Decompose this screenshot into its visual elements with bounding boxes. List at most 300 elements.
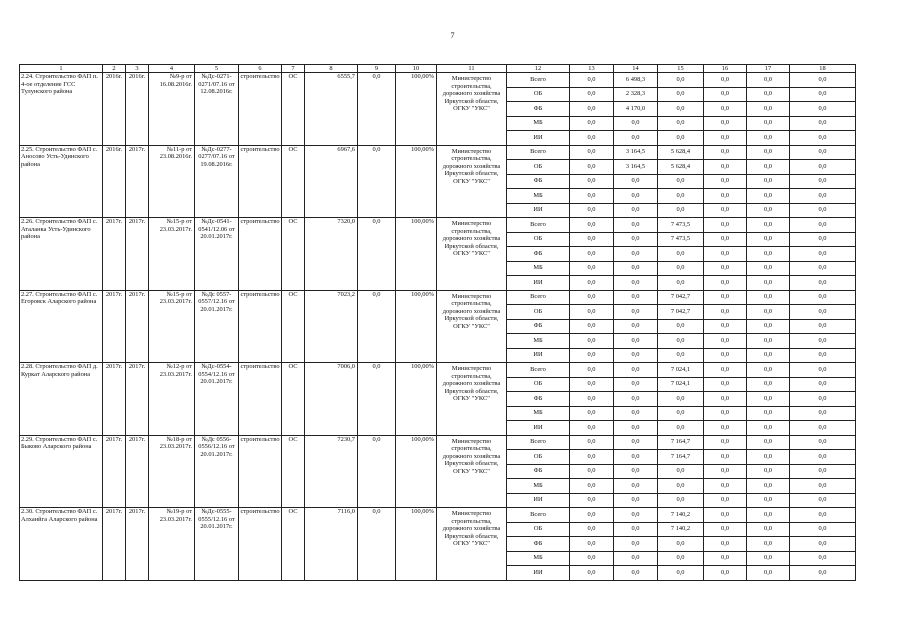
amount-cell: 0,0 [614,189,658,204]
amount-cell: 0,0 [570,566,614,581]
contract-cell: №Дс 0556-0556/12.16 от 20.01.2017г. [195,435,239,508]
funding-source-label: ИИ [507,348,570,363]
amount-cell: 0,0 [747,493,790,508]
amount-cell: 0,0 [570,131,614,146]
amount-cell: 0,0 [704,363,747,378]
amount-cell: 0,0 [747,377,790,392]
amount-cell: 0,0 [704,276,747,291]
column-number: 8 [305,65,358,73]
column-number: 4 [149,65,195,73]
cost-cell: 7116,0 [305,508,358,581]
amount-cell: 0,0 [658,551,704,566]
table-row [20,218,856,233]
readiness-cell: 100,00% [396,218,437,291]
amount-cell: 0,0 [704,348,747,363]
table-row [20,73,856,88]
amount-cell: 0,0 [658,479,704,494]
work-type-cell: строительство [239,290,282,363]
amount-cell: 0,0 [747,174,790,189]
funds-type-cell: ОС [282,73,305,146]
amount-cell: 0,0 [747,406,790,421]
contract-cell: №Дс-0277-0277/07.16 от 19.08.2016г. [195,145,239,218]
amount-cell: 0,0 [704,406,747,421]
start-year-cell: 2017г. [103,218,126,291]
amount-cell: 0,0 [704,435,747,450]
work-type-cell: строительство [239,435,282,508]
funding-source-label: ФБ [507,102,570,117]
amount-cell: 0,0 [747,566,790,581]
amount-cell: 0,0 [570,348,614,363]
object-name-cell: 2.26. Строительство ФАП с. Аталанка Усть-Удинского района [20,218,103,291]
amount-cell: 0,0 [570,508,614,523]
amount-cell: 0,0 [614,421,658,436]
amount-cell: 0,0 [570,218,614,233]
work-type-cell: строительство [239,73,282,146]
amount-cell: 0,0 [747,189,790,204]
object-name-cell: 2.29. Строительство ФАП с. Быково Аларского района [20,435,103,508]
amount-cell: 0,0 [790,493,856,508]
amount-cell: 0,0 [704,174,747,189]
amount-cell: 0,0 [747,247,790,262]
amount-cell: 0,0 [704,450,747,465]
amount-cell: 3 164,5 [614,145,658,160]
cost-cell: 7230,7 [305,435,358,508]
amount-cell: 0,0 [790,508,856,523]
amount-cell: 0,0 [704,334,747,349]
amount-cell: 5 628,4 [658,160,704,175]
amount-cell: 0,0 [658,203,704,218]
amount-cell: 0,0 [658,189,704,204]
amount-cell: 0,0 [570,203,614,218]
amount-cell: 0,0 [790,261,856,276]
executor-cell: Министерство строительства, дорожного хозяйства Иркутской области, ОГКУ "УКС" [437,363,507,436]
amount-cell: 0,0 [747,479,790,494]
amount-cell: 0,0 [747,392,790,407]
amount-cell: 7 024,1 [658,363,704,378]
column-number: 11 [437,65,507,73]
executor-cell: Министерство строительства, дорожного хозяйства Иркутской области, ОГКУ "УКС" [437,145,507,218]
funding-source-label: Всего [507,363,570,378]
work-type-cell: строительство [239,363,282,436]
work-type-cell: строительство [239,145,282,218]
amount-cell: 0,0 [570,493,614,508]
amount-cell: 0,0 [704,493,747,508]
amount-cell: 0,0 [790,450,856,465]
amount-cell: 0,0 [614,232,658,247]
amount-cell: 0,0 [658,73,704,88]
amount-cell: 0,0 [790,218,856,233]
contract-cell: №Дс-0271-0271/07.16 от 12.08.2016г. [195,73,239,146]
funding-source-label: МБ [507,189,570,204]
executor-cell: Министерство строительства, дорожного хозяйства Иркутской области, ОГКУ "УКС" [437,218,507,291]
amount-cell: 0,0 [747,203,790,218]
cost-cell: 6967,6 [305,145,358,218]
column-number: 12 [507,65,570,73]
amount-cell: 0,0 [704,508,747,523]
amount-cell: 0,0 [704,218,747,233]
amount-cell: 0,0 [658,537,704,552]
amount-cell: 0,0 [790,334,856,349]
readiness-cell: 100,00% [396,508,437,581]
contract-cell: №Дс 0557-0557/12.16 от 20.01.2017г. [195,290,239,363]
amount-cell: 0,0 [658,464,704,479]
amount-cell: 0,0 [747,261,790,276]
column-number: 17 [747,65,790,73]
amount-cell: 0,0 [790,537,856,552]
amount-cell: 0,0 [570,247,614,262]
cost-cell: 6555,7 [305,73,358,146]
amount-cell: 0,0 [747,218,790,233]
amount-cell: 0,0 [704,421,747,436]
column-number-row [20,65,856,73]
amount-cell: 0,0 [658,102,704,117]
amount-cell: 0,0 [747,145,790,160]
amount-cell: 0,0 [704,203,747,218]
amount-cell: 0,0 [658,276,704,291]
amount-cell: 0,0 [747,319,790,334]
column-number: 15 [658,65,704,73]
amount-cell: 0,0 [790,203,856,218]
amount-cell: 0,0 [747,131,790,146]
column-number: 3 [126,65,149,73]
amount-cell: 0,0 [704,551,747,566]
amount-cell: 0,0 [658,421,704,436]
funding-source-label: ОБ [507,522,570,537]
amount-cell: 0,0 [790,116,856,131]
amount-cell: 0,0 [704,102,747,117]
funding-table [19,64,856,581]
amount-cell: 0,0 [704,290,747,305]
funding-source-label: Всего [507,290,570,305]
amount-cell: 0,0 [704,537,747,552]
amount-cell: 0,0 [658,131,704,146]
funding-source-label: ОБ [507,232,570,247]
amount-cell: 0,0 [614,247,658,262]
end-year-cell: 2017г. [126,508,149,581]
amount-cell: 0,0 [614,203,658,218]
funding-source-label: ФБ [507,247,570,262]
amount-cell: 0,0 [790,479,856,494]
amount-cell: 0,0 [790,392,856,407]
amount-cell: 0,0 [570,276,614,291]
amount-cell: 0,0 [658,116,704,131]
amount-cell: 0,0 [614,218,658,233]
column-number: 13 [570,65,614,73]
amount-cell: 0,0 [790,377,856,392]
amount-cell: 0,0 [658,334,704,349]
amount-cell: 6 498,3 [614,73,658,88]
amount-cell: 7 473,5 [658,218,704,233]
amount-cell: 0,0 [790,174,856,189]
funding-source-label: МБ [507,479,570,494]
amount-cell: 0,0 [790,87,856,102]
amount-cell: 0,0 [790,189,856,204]
funding-source-label: ФБ [507,464,570,479]
amount-cell: 0,0 [747,363,790,378]
progress-value-cell: 0,0 [358,145,396,218]
amount-cell: 7 140,2 [658,508,704,523]
funding-source-label: ИИ [507,276,570,291]
amount-cell: 0,0 [704,479,747,494]
funding-source-label: МБ [507,406,570,421]
amount-cell: 0,0 [570,87,614,102]
amount-cell: 0,0 [658,261,704,276]
start-year-cell: 2017г. [103,508,126,581]
readiness-cell: 100,00% [396,145,437,218]
amount-cell: 0,0 [790,566,856,581]
funding-source-label: ФБ [507,319,570,334]
amount-cell: 0,0 [570,73,614,88]
amount-cell: 0,0 [747,421,790,436]
amount-cell: 0,0 [704,464,747,479]
funding-source-label: МБ [507,551,570,566]
end-year-cell: 2017г. [126,218,149,291]
amount-cell: 0,0 [658,392,704,407]
amount-cell: 0,0 [570,435,614,450]
amount-cell: 0,0 [704,392,747,407]
progress-value-cell: 0,0 [358,218,396,291]
amount-cell: 0,0 [658,319,704,334]
amount-cell: 0,0 [790,145,856,160]
object-name-cell: 2.24. Строительство ФАП п. 4-ое отделение ГСС Тулунского района [20,73,103,146]
amount-cell: 0,0 [614,566,658,581]
table-row [20,363,856,378]
amount-cell: 0,0 [614,131,658,146]
amount-cell: 0,0 [614,479,658,494]
amount-cell: 0,0 [704,247,747,262]
amount-cell: 0,0 [614,276,658,291]
amount-cell: 0,0 [570,232,614,247]
funding-source-label: ИИ [507,566,570,581]
amount-cell: 0,0 [747,435,790,450]
amount-cell: 0,0 [704,87,747,102]
amount-cell: 0,0 [790,421,856,436]
funds-type-cell: ОС [282,290,305,363]
start-year-cell: 2017г. [103,290,126,363]
funding-source-label: ОБ [507,450,570,465]
amount-cell: 0,0 [570,464,614,479]
amount-cell: 0,0 [790,276,856,291]
amount-cell: 0,0 [570,334,614,349]
amount-cell: 0,0 [570,479,614,494]
funding-source-label: ФБ [507,174,570,189]
amount-cell: 0,0 [704,319,747,334]
amount-cell: 0,0 [747,305,790,320]
funds-type-cell: ОС [282,508,305,581]
executor-cell: Министерство строительства, дорожного хозяйства Иркутской области, ОГКУ "УКС" [437,290,507,363]
contract-cell: №Дс-0554-0554/12.16 от 20.01.2017г. [195,363,239,436]
funding-source-label: ИИ [507,493,570,508]
amount-cell: 0,0 [747,348,790,363]
amount-cell: 0,0 [614,450,658,465]
funds-type-cell: ОС [282,363,305,436]
amount-cell: 0,0 [614,406,658,421]
cost-cell: 7320,0 [305,218,358,291]
amount-cell: 7 042,7 [658,305,704,320]
amount-cell: 0,0 [570,116,614,131]
amount-cell: 0,0 [570,551,614,566]
amount-cell: 0,0 [658,247,704,262]
amount-cell: 0,0 [614,363,658,378]
amount-cell: 0,0 [570,319,614,334]
end-year-cell: 2017г. [126,290,149,363]
amount-cell: 0,0 [570,261,614,276]
amount-cell: 0,0 [658,566,704,581]
amount-cell: 0,0 [704,160,747,175]
amount-cell: 0,0 [790,131,856,146]
amount-cell: 0,0 [704,377,747,392]
funds-type-cell: ОС [282,435,305,508]
amount-cell: 0,0 [747,276,790,291]
amount-cell: 0,0 [570,363,614,378]
amount-cell: 0,0 [614,464,658,479]
object-name-cell: 2.27. Строительство ФАП с. Егоровск Аларского района [20,290,103,363]
amount-cell: 7 164,7 [658,450,704,465]
start-year-cell: 2016г. [103,73,126,146]
funds-type-cell: ОС [282,145,305,218]
amount-cell: 0,0 [614,551,658,566]
column-number: 18 [790,65,856,73]
amount-cell: 0,0 [614,305,658,320]
column-number: 2 [103,65,126,73]
end-year-cell: 2017г. [126,363,149,436]
funding-source-label: ОБ [507,377,570,392]
amount-cell: 0,0 [570,174,614,189]
amount-cell: 0,0 [790,363,856,378]
executor-cell: Министерство строительства, дорожного хозяйства Иркутской области, ОГКУ "УКС" [437,73,507,146]
column-number: 7 [282,65,305,73]
column-number: 10 [396,65,437,73]
amount-cell: 0,0 [790,232,856,247]
order-cell: №9-р от 16.08.2016г. [149,73,195,146]
amount-cell: 0,0 [747,73,790,88]
amount-cell: 5 628,4 [658,145,704,160]
amount-cell: 0,0 [790,435,856,450]
amount-cell: 0,0 [614,261,658,276]
funding-source-label: Всего [507,508,570,523]
amount-cell: 4 170,0 [614,102,658,117]
start-year-cell: 2016г. [103,145,126,218]
column-number: 9 [358,65,396,73]
amount-cell: 0,0 [790,102,856,117]
amount-cell: 0,0 [747,334,790,349]
amount-cell: 0,0 [790,160,856,175]
amount-cell: 7 140,2 [658,522,704,537]
cost-cell: 7023,2 [305,290,358,363]
executor-cell: Министерство строительства, дорожного хозяйства Иркутской области, ОГКУ "УКС" [437,508,507,581]
amount-cell: 0,0 [790,290,856,305]
funding-source-label: МБ [507,334,570,349]
executor-cell: Министерство строительства, дорожного хозяйства Иркутской области, ОГКУ "УКС" [437,435,507,508]
amount-cell: 0,0 [614,290,658,305]
order-cell: №18-р от 23.03.2017г. [149,435,195,508]
page-number: 7 [450,31,455,40]
amount-cell: 3 164,5 [614,160,658,175]
amount-cell: 0,0 [704,116,747,131]
amount-cell: 0,0 [614,116,658,131]
contract-cell: №Дс-0541-0541/12.06 от 20.01.2017г. [195,218,239,291]
amount-cell: 0,0 [614,334,658,349]
amount-cell: 0,0 [790,464,856,479]
amount-cell: 0,0 [658,174,704,189]
readiness-cell: 100,00% [396,290,437,363]
order-cell: №15-р от 23.03.2017г. [149,290,195,363]
funding-source-label: ИИ [507,131,570,146]
amount-cell: 0,0 [570,145,614,160]
amount-cell: 7 473,5 [658,232,704,247]
order-cell: №12-р от 23.03.2017г. [149,363,195,436]
amount-cell: 0,0 [614,348,658,363]
end-year-cell: 2017г. [126,435,149,508]
amount-cell: 0,0 [570,406,614,421]
amount-cell: 0,0 [790,348,856,363]
amount-cell: 0,0 [614,435,658,450]
contract-cell: №Дс-0555-0555/12.16 от 20.01.2017г. [195,508,239,581]
amount-cell: 0,0 [570,305,614,320]
amount-cell: 0,0 [747,464,790,479]
amount-cell: 0,0 [704,232,747,247]
amount-cell: 0,0 [790,247,856,262]
column-number: 16 [704,65,747,73]
amount-cell: 0,0 [747,87,790,102]
readiness-cell: 100,00% [396,73,437,146]
amount-cell: 0,0 [658,493,704,508]
table-row [20,508,856,523]
amount-cell: 0,0 [704,305,747,320]
amount-cell: 0,0 [704,566,747,581]
funding-source-label: Всего [507,145,570,160]
amount-cell: 0,0 [614,537,658,552]
column-number: 14 [614,65,658,73]
column-number: 5 [195,65,239,73]
funds-type-cell: ОС [282,218,305,291]
amount-cell: 0,0 [614,377,658,392]
amount-cell: 0,0 [570,290,614,305]
amount-cell: 0,0 [790,551,856,566]
amount-cell: 0,0 [747,450,790,465]
order-cell: №11-р от 23.08.2016г. [149,145,195,218]
order-cell: №15-р от 23.03.2017г. [149,218,195,291]
funding-source-label: ИИ [507,203,570,218]
funding-source-label: Всего [507,73,570,88]
amount-cell: 0,0 [704,189,747,204]
amount-cell: 0,0 [790,319,856,334]
amount-cell: 0,0 [747,537,790,552]
funding-source-label: ФБ [507,392,570,407]
amount-cell: 0,0 [704,73,747,88]
amount-cell: 0,0 [570,160,614,175]
end-year-cell: 2016г. [126,73,149,146]
funding-source-label: ОБ [507,160,570,175]
amount-cell: 0,0 [747,551,790,566]
amount-cell: 0,0 [614,174,658,189]
amount-cell: 0,0 [614,392,658,407]
start-year-cell: 2017г. [103,435,126,508]
amount-cell: 7 042,7 [658,290,704,305]
funding-source-label: ФБ [507,537,570,552]
object-name-cell: 2.28. Строительство ФАП д. Куркат Аларского района [20,363,103,436]
cost-cell: 7006,0 [305,363,358,436]
amount-cell: 0,0 [570,189,614,204]
amount-cell: 0,0 [570,421,614,436]
amount-cell: 0,0 [747,116,790,131]
progress-value-cell: 0,0 [358,73,396,146]
progress-value-cell: 0,0 [358,363,396,436]
funding-source-label: ОБ [507,305,570,320]
amount-cell: 0,0 [790,305,856,320]
amount-cell: 0,0 [570,450,614,465]
amount-cell: 0,0 [614,493,658,508]
